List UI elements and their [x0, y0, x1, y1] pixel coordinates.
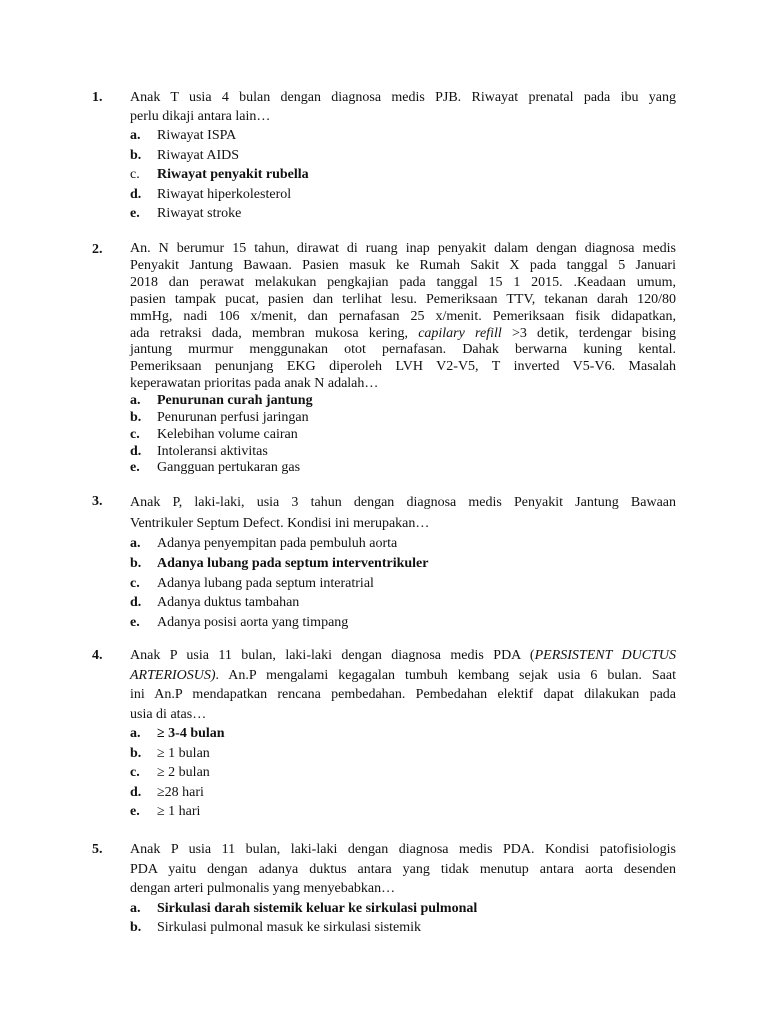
option-text: ≥28 hari — [157, 784, 204, 800]
option-text: Penurunan curah jantung — [157, 393, 313, 409]
option-letter: a. — [130, 900, 141, 916]
question-line: 2018 dan perawat melakukan pengkajian pada tanggal 15 1 2015. .Keadaan umum, — [130, 274, 676, 290]
option-c[interactable] — [130, 165, 676, 185]
question-line-text: >3 detik, terdengar bising — [501, 325, 676, 341]
option-b[interactable] — [130, 554, 676, 574]
italic-term: PERSISTENT DUCTUS — [534, 648, 677, 663]
option-letter: d. — [130, 595, 142, 611]
option-d[interactable] — [130, 444, 676, 461]
question-line: PDA yaitu dengan adanya duktus antara yang tidak menutup antara aorta desenden — [130, 861, 676, 877]
question-line: dengan arteri pulmonalis yang menyebabkan… — [130, 881, 396, 896]
question-line: usia di atas… — [130, 706, 207, 722]
question-number: 2. — [92, 242, 103, 257]
question-line: Anak P usia 11 bulan, laki-laki dengan diagnosa medis PDA. Kondisi patofisiologis — [130, 842, 676, 857]
answer-options — [92, 126, 676, 224]
option-letter: a. — [130, 393, 141, 409]
option-e[interactable] — [130, 460, 676, 477]
question-line: An. N berumur 15 tahun, dirawat di ruang inap penyakit dalam dengan diagnosa medis — [130, 241, 676, 256]
option-c[interactable] — [130, 427, 676, 444]
answer-options — [92, 724, 676, 822]
option-text: Riwayat ISPA — [157, 128, 237, 143]
question-5 — [92, 840, 676, 938]
option-text: Riwayat hiperkolesterol — [157, 186, 292, 202]
answer-options — [92, 534, 676, 633]
option-b[interactable] — [130, 744, 676, 764]
question-number: 3. — [92, 494, 103, 509]
option-text: ≥ 3-4 bulan — [157, 726, 225, 741]
question-text — [130, 646, 676, 724]
option-letter: b. — [130, 745, 142, 761]
question-line: ini An.P mendapatkan rencana pembedahan. Pembedahan elektif dapat dilakukan pada — [130, 687, 676, 702]
option-text: Penurunan perfusi jaringan — [157, 409, 309, 425]
question-line: Pemeriksaan penunjang EKG diperoleh LVH V2-V5, T inverted V5-V6. Masalah — [130, 359, 676, 375]
option-text: ≥ 2 bulan — [157, 765, 210, 781]
option-d[interactable] — [130, 783, 676, 803]
question-line: keperawatan prioritas pada anak N adalah… — [130, 376, 379, 392]
question-number: 1. — [92, 90, 103, 105]
option-letter: b. — [130, 555, 142, 571]
option-b[interactable] — [130, 410, 676, 427]
question-text — [130, 88, 676, 126]
answer-options — [92, 899, 676, 939]
question-line — [130, 666, 676, 686]
option-text: Riwayat stroke — [157, 206, 242, 221]
option-letter: b. — [130, 147, 142, 163]
option-text: Sirkulasi darah sistemik keluar ke sirkulasi pulmonal — [157, 900, 478, 916]
option-text: Adanya lubang pada septum interventrikuler — [157, 555, 429, 571]
option-text: Adanya duktus tambahan — [157, 595, 300, 611]
option-letter: a. — [130, 726, 141, 741]
answer-options — [92, 393, 676, 477]
option-letter: e. — [130, 460, 140, 476]
question-line — [130, 326, 676, 343]
option-letter: d. — [130, 443, 142, 459]
question-number: 4. — [92, 648, 103, 663]
option-text: Adanya posisi aorta yang timpang — [157, 615, 349, 631]
question-3 — [92, 492, 676, 633]
option-letter: a. — [130, 536, 141, 551]
option-b[interactable] — [130, 918, 676, 938]
option-letter: b. — [130, 409, 142, 425]
question-line: Anak T usia 4 bulan dengan diagnosa medis PJB. Riwayat prenatal pada ibu yang — [130, 90, 676, 105]
question-line: Ventrikuler Septum Defect. Kondisi ini merupakan… — [130, 516, 430, 531]
option-b[interactable] — [130, 146, 676, 166]
question-text — [130, 840, 676, 899]
question-text — [130, 492, 676, 534]
question-line: mmHg, nadi 106 x/menit, dan pernafasan 25 x/menit. Pemeriksaan fisik didapatkan, — [130, 308, 676, 324]
option-text: Adanya penyempitan pada pembuluh aorta — [157, 536, 398, 551]
option-a[interactable] — [130, 393, 676, 410]
option-text: Gangguan pertukaran gas — [157, 460, 301, 476]
option-letter: d. — [130, 186, 142, 202]
question-line: jantung murmur menggunakan otot pernafasan. Dahak berwarna kuning kental. — [130, 342, 676, 358]
option-a[interactable] — [130, 534, 676, 554]
option-letter: c. — [130, 167, 140, 182]
italic-term: capilary refill — [418, 325, 502, 341]
option-text: Adanya lubang pada septum interatrial — [157, 575, 374, 591]
question-line: Anak P, laki-laki, usia 3 tahun dengan diagnosa medis Penyakit Jantung Bawaan — [130, 495, 676, 510]
option-letter: c. — [130, 765, 140, 781]
option-text: Kelebihan volume cairan — [157, 426, 298, 442]
question-line-text: Anak P usia 11 bulan, laki-laki dengan diagnosa medis PDA ( — [130, 648, 535, 663]
option-text: Sirkulasi pulmonal masuk ke sirkulasi sistemik — [157, 920, 422, 936]
option-letter: b. — [130, 920, 142, 936]
option-a[interactable] — [130, 899, 676, 919]
option-c[interactable] — [130, 574, 676, 594]
question-line: Penyakit Jantung Bawaan. Pasien masuk ke Rumah Sakit X pada tanggal 5 Januari — [130, 257, 676, 273]
question-2 — [92, 241, 676, 477]
option-e[interactable] — [130, 613, 676, 633]
option-e[interactable] — [130, 204, 676, 224]
option-d[interactable] — [130, 185, 676, 205]
question-number: 5. — [92, 842, 103, 857]
question-line: pasien tampak pucat, pasien dan terlihat lesu. Pemeriksaan TTV, tekanan darah 120/80 — [130, 291, 676, 307]
question-line — [130, 646, 676, 666]
option-text: Intoleransi aktivitas — [157, 443, 268, 459]
question-text — [130, 241, 676, 393]
option-d[interactable] — [130, 593, 676, 613]
option-letter: e. — [130, 804, 140, 820]
option-text: ≥ 1 bulan — [157, 745, 210, 761]
question-line-text: . An.P mengalami kegagalan tumbuh kembang sejak usia 6 bulan. Saat — [215, 667, 676, 683]
option-letter: c. — [130, 575, 140, 591]
option-text: Riwayat penyakit rubella — [157, 167, 309, 182]
option-letter: e. — [130, 615, 140, 631]
option-c[interactable] — [130, 763, 676, 783]
option-letter: c. — [130, 426, 140, 442]
option-text: ≥ 1 hari — [157, 804, 201, 820]
question-line-text: ada retraksi dada, membran mukosa kering, — [130, 325, 419, 341]
option-letter: a. — [130, 128, 141, 143]
question-4 — [92, 646, 676, 822]
italic-term: ARTERIOSUS) — [130, 667, 216, 683]
question-1 — [92, 88, 676, 224]
option-letter: d. — [130, 784, 142, 800]
question-line: perlu dikaji antara lain… — [130, 109, 271, 124]
option-e[interactable] — [130, 802, 676, 822]
option-a[interactable] — [130, 724, 676, 744]
option-letter: e. — [130, 206, 140, 221]
option-a[interactable] — [130, 126, 676, 146]
option-text: Riwayat AIDS — [157, 147, 240, 163]
